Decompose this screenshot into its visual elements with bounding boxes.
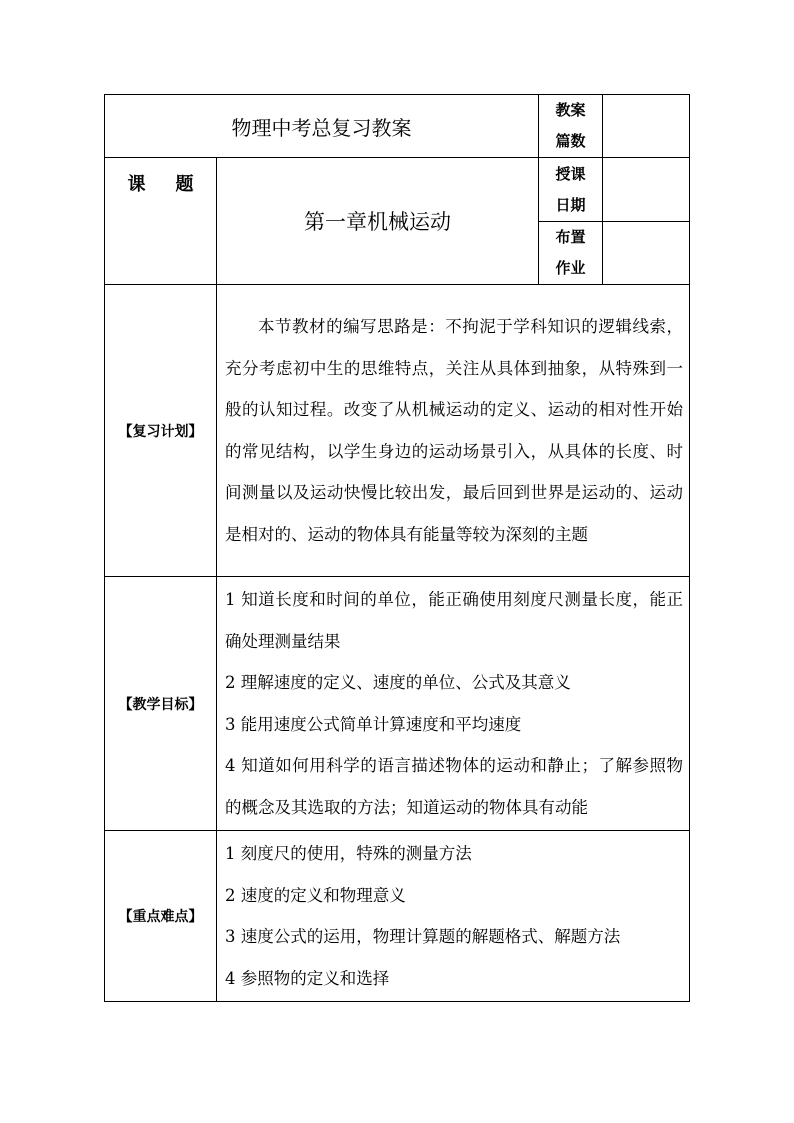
goals-label: 【教学目标】 [105, 577, 217, 831]
topic-label: 课 题 [105, 158, 217, 285]
plan-content [217, 285, 690, 577]
chapter-title-cell [217, 158, 539, 285]
key-points-content [217, 831, 690, 1002]
case-count-label: 教案 篇数 [539, 95, 603, 158]
lesson-date-value [603, 158, 690, 222]
key-point-item: 1 刻度尺的使用，特殊的测量方法 [225, 844, 472, 863]
homework-label: 布置 作业 [539, 222, 603, 285]
key-point-item: 4 参照物的定义和选择 [225, 968, 390, 988]
plan-paragraph: 本节教材的编写思路是：不拘泥于学科知识的逻辑线索，充分考虑初中生的思维特点，关注从具体到抽象，从特殊到一般的认知过程。改变了从机械运动的定义、运动的相对性开始的常见结构，以学生身边的运动场景引入，从具体的长度、时间测量以及运动快慢比较出发，最后回到世界是运动的、运动是相对的、运动的物体具有能量等较为深刻的主题 [225, 317, 683, 544]
goals-row [105, 577, 690, 831]
goals-content [217, 577, 690, 831]
key-points-row [105, 831, 690, 1002]
goal-item: 3 能用速度公式简单计算速度和平均速度 [225, 714, 522, 734]
plan-label: 【复习计划】 [105, 285, 217, 577]
key-point-item: 2 速度的定义和物理意义 [225, 885, 406, 905]
goal-item: 4 知道如何用科学的语言描述物体的运动和静止；了解参照物的概念及其选取的方法；知道运动的物体具有动能 [225, 756, 683, 817]
lesson-date-label: 授课 日期 [539, 158, 603, 222]
key-point-item: 3 速度公式的运用，物理计算题的解题格式、解题方法 [225, 927, 621, 946]
plan-row [105, 285, 690, 577]
key-points-label: 【重点难点】 [105, 831, 217, 1002]
case-count-value [603, 95, 690, 158]
document-title: 物理中考总复习教案 [231, 115, 412, 140]
chapter-title: 第一章机械运动 [304, 210, 451, 234]
lesson-plan-table [104, 94, 690, 1002]
document-title-cell [105, 95, 539, 158]
goal-item: 2 理解速度的定义、速度的单位、公式及其意义 [225, 673, 571, 692]
header-row [105, 95, 690, 158]
goal-item: 1 知道长度和时间的单位，能正确使用刻度尺测量长度，能正确处理测量结果 [225, 590, 683, 651]
date-row [105, 158, 690, 222]
homework-value [603, 222, 690, 285]
